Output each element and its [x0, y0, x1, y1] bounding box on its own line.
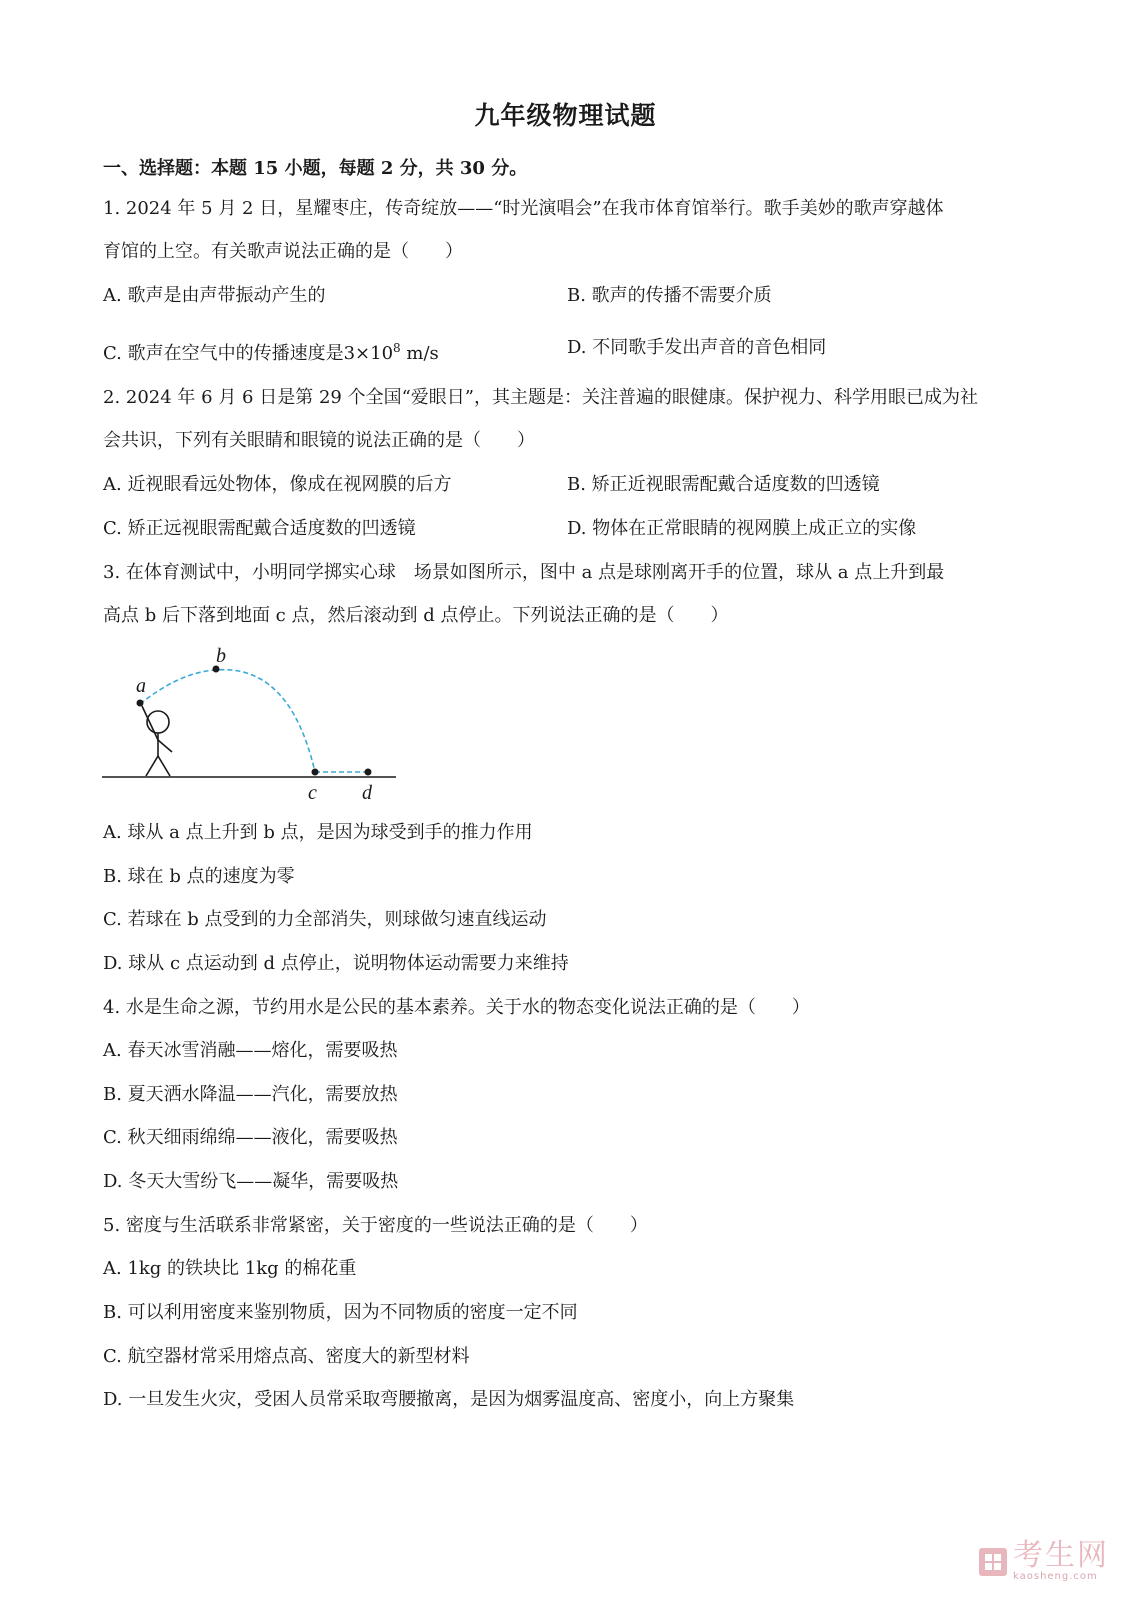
q4-option-d: D. 冬天大雪纷飞——凝华，需要吸热: [103, 1171, 399, 1192]
point-d: [365, 769, 372, 776]
section-heading: 一、选择题：本题 15 小题，每题 2 分，共 30 分。: [103, 158, 528, 179]
point-a: [137, 700, 144, 707]
watermark-logo-icon: [977, 1546, 1009, 1578]
q4-stem: 4. 水是生命之源，节约用水是公民的基本素养。关于水的物态变化说法正确的是（ ）: [103, 997, 810, 1018]
label-b: b: [216, 645, 226, 667]
q4-option-c: C. 秋天细雨绵绵——液化，需要吸热: [103, 1127, 398, 1148]
watermark-url: kaosheng.com: [1013, 1571, 1098, 1582]
q5-stem: 5. 密度与生活联系非常紧密，关于密度的一些说法正确的是（ ）: [103, 1215, 648, 1236]
q1-option-c: [103, 337, 439, 365]
label-d: d: [362, 782, 372, 804]
person-figure: [142, 706, 172, 776]
q5-option-d: D. 一旦发生火灾，受困人员常采取弯腰撤离，是因为烟雾温度高、密度小，向上方聚集: [103, 1389, 795, 1410]
q3-stem-line2: 高点 b 后下落到地面 c 点，然后滚动到 d 点停止。下列说法正确的是（ ）: [103, 605, 729, 626]
label-c: c: [308, 782, 317, 804]
q1-option-b: B. 歌声的传播不需要介质: [567, 285, 772, 306]
q1-option-c-exponent: 8: [393, 341, 401, 355]
q5-option-c: C. 航空器材常采用熔点高、密度大的新型材料: [103, 1346, 470, 1367]
q4-option-b: B. 夏天洒水降温——汽化，需要放热: [103, 1084, 398, 1105]
q2-stem-line2: 会共识，下列有关眼睛和眼镜的说法正确的是（ ）: [103, 430, 535, 451]
q1-option-d: D. 不同歌手发出声音的音色相同: [567, 337, 827, 358]
q2-option-d: D. 物体在正常眼睛的视网膜上成正立的实像: [567, 518, 917, 539]
q4-option-a: A. 春天冰雪消融——熔化，需要吸热: [103, 1040, 398, 1061]
q2-option-c: C. 矫正远视眼需配戴合适度数的凹透镜: [103, 518, 416, 539]
q2-option-b: B. 矫正近视眼需配戴合适度数的凹透镜: [567, 474, 880, 495]
label-a: a: [136, 675, 146, 697]
q1-option-c-text: C. 歌声在空气中的传播速度是: [103, 343, 344, 364]
q3-option-a: A. 球从 a 点上升到 b 点，是因为球受到手的推力作用: [103, 822, 533, 843]
q3-option-b: B. 球在 b 点的速度为零: [103, 866, 295, 887]
watermark: [977, 1538, 1109, 1582]
q1-stem-line2: 育馆的上空。有关歌声说法正确的是（ ）: [103, 241, 463, 262]
q5-option-a: A. 1kg 的铁块比 1kg 的棉花重: [103, 1258, 357, 1279]
q3-option-d: D. 球从 c 点运动到 d 点停止，说明物体运动需要力来维持: [103, 953, 569, 974]
q2-option-a: A. 近视眼看远处物体，像成在视网膜的后方: [103, 474, 452, 495]
watermark-text: 考生网: [1013, 1538, 1109, 1573]
ball-trajectory: [140, 670, 315, 772]
q1-option-c-unit: m/s: [400, 343, 439, 364]
page-title: 九年级物理试题: [474, 101, 657, 130]
q1-stem-line1: 1. 2024 年 5 月 2 日，星耀枣庄，传奇绽放——“时光演唱会”在我市体育馆举行。歌手美妙的歌声穿越体: [103, 198, 944, 219]
q3-figure: [100, 644, 410, 814]
q1-option-c-base: 3×10: [343, 343, 394, 364]
q1-option-a: A. 歌声是由声带振动产生的: [103, 285, 326, 306]
q5-option-b: B. 可以利用密度来鉴别物质，因为不同物质的密度一定不同: [103, 1302, 578, 1323]
q3-option-c: C. 若球在 b 点受到的力全部消失，则球做匀速直线运动: [103, 909, 547, 930]
point-c: [312, 769, 319, 776]
q3-stem-line1: 3. 在体育测试中，小明同学掷实心球 场景如图所示，图中 a 点是球刚离开手的位置，球从 a 点上升到最: [103, 562, 945, 583]
q2-stem-line1: 2. 2024 年 6 月 6 日是第 29 个全国“爱眼日”，其主题是：关注普遍的眼健康。保护视力、科学用眼已成为社: [103, 387, 978, 408]
